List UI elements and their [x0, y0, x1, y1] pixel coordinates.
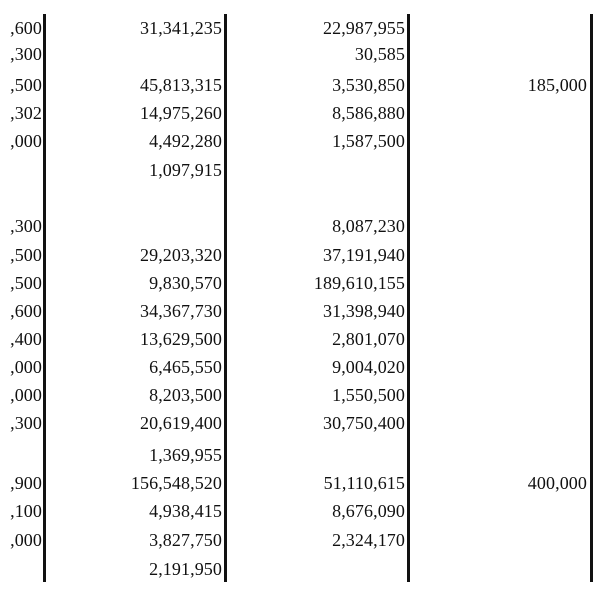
cell-col2: 1,550,500: [332, 385, 405, 405]
cell-col2: 31,398,940: [323, 301, 405, 321]
cell-col0: ,600: [10, 18, 42, 38]
cell-col2: 8,087,230: [332, 216, 405, 236]
table-row: [0, 41, 600, 67]
cell-col1: 2,191,950: [149, 559, 222, 579]
cell-col2: 22,987,955: [323, 18, 405, 38]
cell-col2: 8,676,090: [332, 501, 405, 521]
cell-col1: 6,465,550: [149, 357, 222, 377]
table-row: [0, 128, 600, 154]
table-row: [0, 354, 600, 380]
cell-col1: 45,813,315: [140, 75, 222, 95]
cell-col2: 1,587,500: [332, 131, 405, 151]
cell-col0: ,000: [10, 357, 42, 377]
cell-col2: 2,324,170: [332, 530, 405, 550]
cell-col0: ,300: [10, 216, 42, 236]
table-row: [0, 527, 600, 553]
cell-col2: 30,750,400: [323, 413, 405, 433]
cell-col1: 34,367,730: [140, 301, 222, 321]
cell-col0: ,302: [10, 103, 42, 123]
table-row: [0, 213, 600, 239]
cell-col2: 189,610,155: [313, 273, 405, 293]
table-row: [0, 382, 600, 408]
cell-col2: 2,801,070: [332, 329, 405, 349]
table-row: [0, 270, 600, 296]
cell-col1: 9,830,570: [149, 273, 222, 293]
cell-col0: ,100: [10, 501, 42, 521]
cell-col1: 20,619,400: [140, 413, 222, 433]
cell-col2: 3,530,850: [332, 75, 405, 95]
cell-col1: 4,492,280: [149, 131, 222, 151]
cell-col1: 1,369,955: [149, 445, 222, 465]
cell-col1: 31,341,235: [140, 18, 222, 38]
cell-col2: 9,004,020: [332, 357, 405, 377]
cell-col0: ,500: [10, 273, 42, 293]
table-row: [0, 185, 600, 211]
cell-col3: 185,000: [527, 75, 587, 95]
cell-col0: ,000: [10, 530, 42, 550]
cell-col0: ,300: [10, 413, 42, 433]
cell-col0: ,900: [10, 473, 42, 493]
table-row: [0, 72, 600, 98]
cell-col1: 3,827,750: [149, 530, 222, 550]
cell-col0: ,300: [10, 44, 42, 64]
table-row: [0, 442, 600, 468]
cell-col2: 8,586,880: [332, 103, 405, 123]
cell-col0: ,600: [10, 301, 42, 321]
cell-col1: 13,629,500: [140, 329, 222, 349]
table-row: [0, 410, 600, 436]
table-row: [0, 498, 600, 524]
table-row: [0, 157, 600, 183]
table-row: [0, 242, 600, 268]
cell-col0: ,400: [10, 329, 42, 349]
cell-col1: 14,975,260: [140, 103, 222, 123]
cell-col1: 29,203,320: [140, 245, 222, 265]
table-row: [0, 100, 600, 126]
cell-col3: 400,000: [527, 473, 587, 493]
cell-col2: 51,110,615: [323, 473, 405, 493]
cell-col1: 156,548,520: [130, 473, 222, 493]
cell-col2: 30,585: [354, 44, 405, 64]
cell-col0: ,000: [10, 385, 42, 405]
table-row: [0, 326, 600, 352]
cell-col1: 4,938,415: [149, 501, 222, 521]
cell-col1: 1,097,915: [149, 160, 222, 180]
table-row: [0, 15, 600, 41]
table-row: [0, 470, 600, 496]
cell-col1: 8,203,500: [149, 385, 222, 405]
cell-col0: ,500: [10, 75, 42, 95]
cell-col2: 37,191,940: [323, 245, 405, 265]
cell-col0: ,500: [10, 245, 42, 265]
cell-col0: ,000: [10, 131, 42, 151]
table-row: [0, 298, 600, 324]
table-row: [0, 556, 600, 582]
